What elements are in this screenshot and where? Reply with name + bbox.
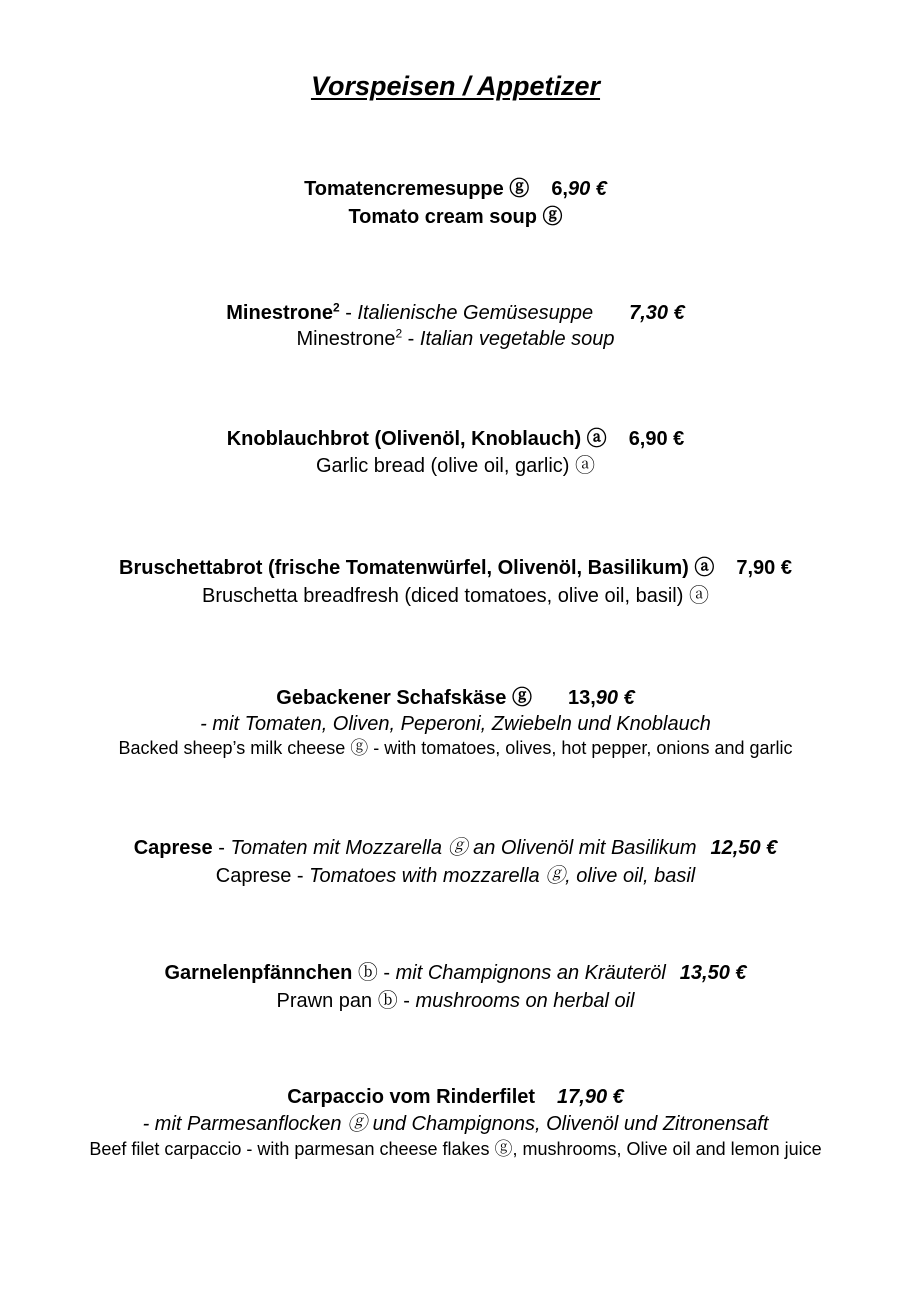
page-title: Vorspeisen / Appetizer: [310, 71, 601, 101]
menu-item-sheep-cheese-de: [0, 686, 911, 710]
dish-name: Caprese: [133, 837, 213, 859]
dish-name-en: Backed sheep’s milk cheese ⓖ - with tomatoes, olives, hot pepper, onions and garlic: [118, 738, 793, 758]
dish-name-en: Minestrone: [296, 328, 396, 350]
dish-name-en: Prawn pan ⓑ -: [276, 990, 416, 1012]
menu-item-tomato-soup-de: [0, 177, 911, 201]
dish-name-en: Bruschetta breadfresh (diced tomatoes, olive oil, basil) ⓐ: [202, 585, 709, 607]
dish-name: Knoblauchbrot (Olivenöl, Knoblauch) ⓐ: [226, 428, 607, 450]
dish-description: mit Champignons an Kräuteröl: [395, 962, 666, 984]
dish-description-en: Italian vegetable soup: [419, 328, 615, 350]
menu-item-carpaccio-de: [0, 1085, 911, 1109]
dish-description: - mit Parmesanflocken ⓖ und Champignons, Olivenöl und Zitronensaft: [142, 1113, 769, 1135]
price: 7,90 €: [736, 557, 792, 579]
dish-description-en: mushrooms on herbal oil: [415, 990, 635, 1012]
dish-description: Italienische Gemüsesuppe: [357, 302, 594, 324]
menu-item-sheep-cheese-en: [0, 738, 911, 760]
price: 6,90 €: [628, 428, 685, 450]
dish-name-en: Beef filet carpaccio - with parmesan cheese flakes ⓖ, mushrooms, Olive oil and lemon juice: [89, 1139, 822, 1159]
dish-name: Garnelenpfännchen: [164, 962, 353, 984]
dish-name-en: Caprese -: [215, 865, 310, 887]
menu-item-bruschetta-en: [0, 584, 911, 608]
menu-item-carpaccio-desc: [0, 1112, 911, 1136]
menu-item-caprese-en: [0, 864, 911, 888]
dish-description-en: Tomatoes with mozzarella ⓖ, olive oil, basil: [309, 865, 696, 887]
dish-name: Minestrone$^2$: [226, 300, 340, 324]
menu-item-tomato-soup-en: [0, 205, 911, 229]
dish-name: Gebackener Schafskäse ⓖ: [276, 687, 532, 709]
dish-name: Carpaccio vom Rinderfilet: [287, 1086, 536, 1108]
price: 17,90 €: [557, 1086, 624, 1108]
menu-item-minestrone-de: Minestrone$^2$ - Italienische Gemüsesuppe 7,30 €: [226, 300, 685, 324]
price: 7,30 €: [629, 302, 685, 324]
dish-name-en: Garlic bread (olive oil, garlic) ⓐ: [316, 455, 595, 477]
price: 13,90 €: [567, 687, 635, 709]
menu-item-caprese-de: Caprese - Tomaten mit Mozzarella ⓖ an Olivenöl mit Basilikum 12,50 €: [133, 837, 778, 859]
dish-name: Tomatencremesuppe ⓖ: [304, 178, 530, 200]
dish-name: Bruschettabrot (frische Tomatenwürfel, Olivenöl, Basilikum) ⓐ: [119, 557, 715, 579]
menu-item-prawn-pan-en: [0, 989, 911, 1013]
menu-item-bruschetta-de: [0, 556, 911, 580]
dish-name-en: Tomato cream soup ⓖ: [348, 206, 563, 228]
price: 13,50 €: [679, 962, 747, 984]
menu-item-sheep-cheese-desc: [0, 712, 911, 736]
price: 12,50 €: [710, 837, 778, 859]
price: 6,90 €: [551, 178, 607, 200]
menu-item-minestrone-en: Minestrone$^2$ - Italian vegetable soup: [296, 326, 615, 350]
menu-item-prawn-pan-de: Garnelenpfännchen ⓑ - mit Champignons an Kräuteröl 13,50 €: [164, 962, 747, 984]
menu-item-garlic-bread-en: [0, 454, 911, 478]
menu-item-carpaccio-en: [0, 1139, 911, 1161]
dish-description: Tomaten mit Mozzarella ⓖ an Olivenöl mit Basilikum: [230, 837, 697, 859]
dish-description: - mit Tomaten, Oliven, Peperoni, Zwiebeln und Knoblauch: [200, 713, 711, 735]
menu-item-garlic-bread-de: [0, 427, 911, 451]
